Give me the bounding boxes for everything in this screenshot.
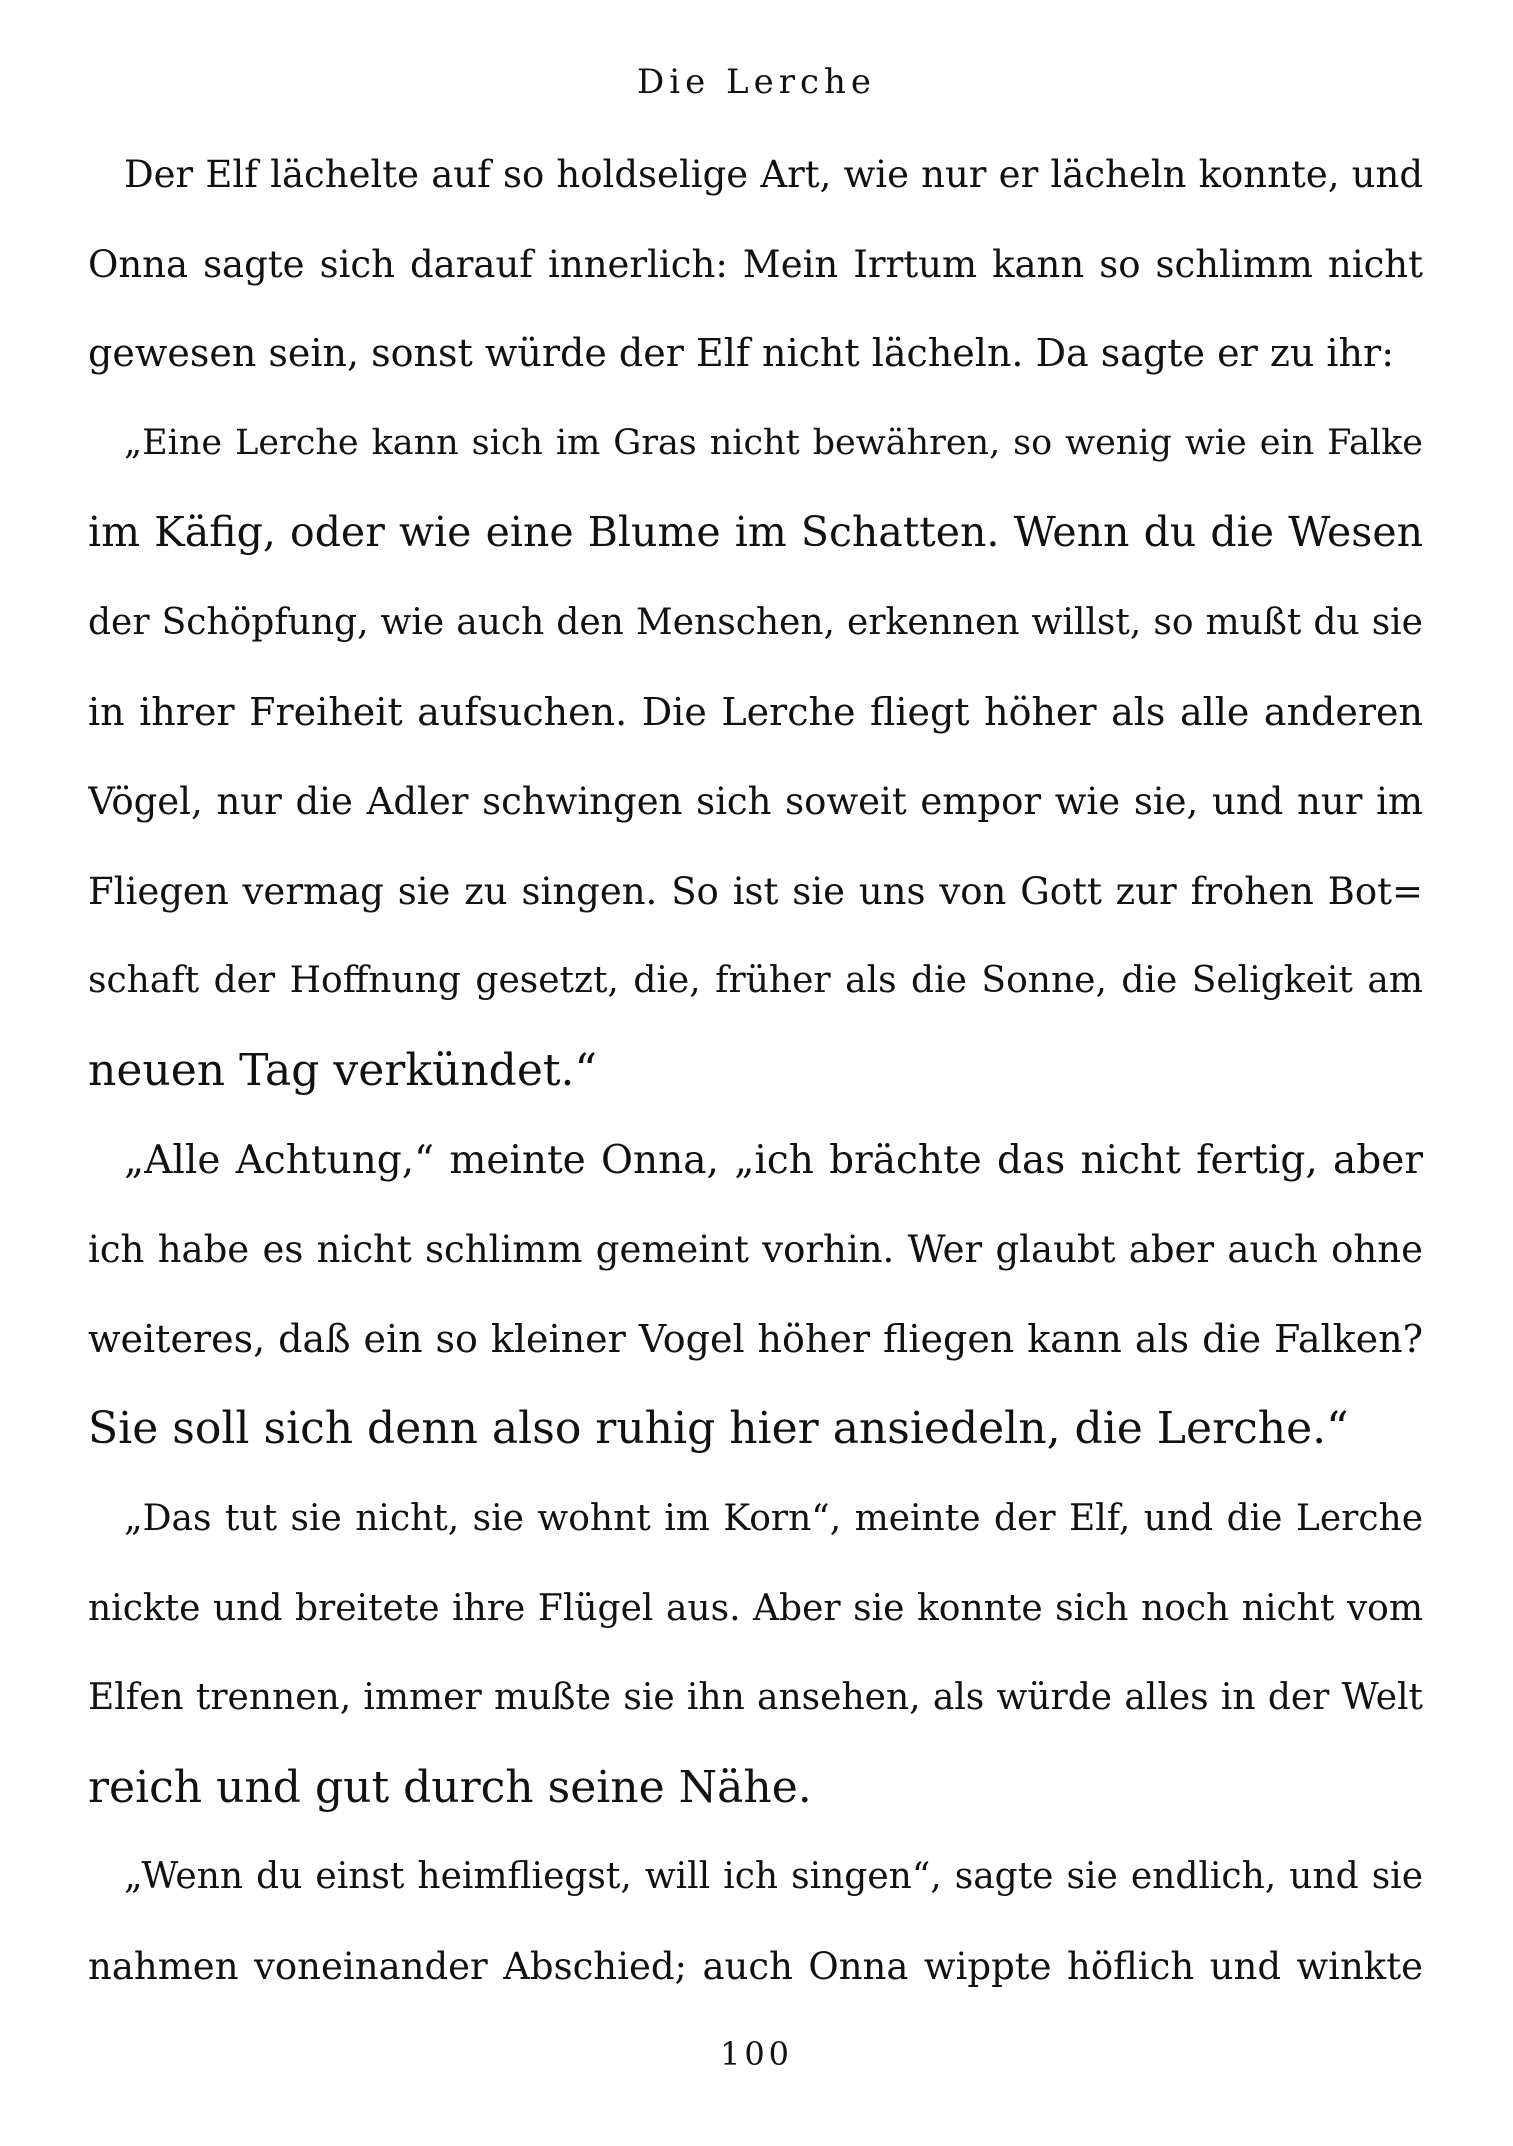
text-line: reich und gut durch seine Nähe. [88,1761,812,1813]
text-line: gewesen sein, sonst würde der Elf nicht lächeln. Da sagte er zu ihr: [88,331,1394,376]
text-line: Onna sagte sich darauf innerlich: Mein Irrtum kann so schlimm nicht [88,242,1423,286]
page-number: 100 [719,2035,794,2073]
running-head: Die Lerche [636,62,877,102]
text-line: „Eine Lerche kann sich im Gras nicht bewähren, so wenig wie ein Falke [124,422,1423,463]
text-line: neuen Tag verkündet.“ [88,1044,598,1096]
text-line: Elfen trennen, immer mußte sie ihn ansehen, als würde alles in der Welt [88,1677,1423,1719]
text-line: „Wenn du einst heimfliegst, will ich singen“, sagte sie endlich, und sie [124,1856,1423,1898]
text-line: „Das tut sie nicht, sie wohnt im Korn“, meinte der Elf, und die Lerche [124,1497,1423,1539]
text-line: Fliegen vermag sie zu singen. So ist sie uns von Gott zur frohen Bot= [88,869,1423,913]
text-line: Der Elf lächelte auf so holdselige Art, wie nur er lächeln konnte, und [124,153,1423,196]
text-line: ich habe es nicht schlimm gemeint vorhin. Wer glaubt aber auch ohne [88,1228,1423,1272]
text-line: im Käfig, oder wie eine Blume im Schatten. Wenn du die Wesen [88,508,1423,557]
text-line: Vögel, nur die Adler schwingen sich soweit empor wie sie, und nur im [88,780,1423,824]
text-line: nickte und breitete ihre Flügel aus. Aber sie konnte sich noch nicht vom [88,1587,1423,1629]
text-line: in ihrer Freiheit aufsuchen. Die Lerche fliegt höher als alle anderen [88,689,1423,734]
text-line: Sie soll sich denn also ruhig hier ansiedeln, die Lerche.“ [88,1403,1349,1455]
text-line: nahmen voneinander Abschied; auch Onna wippte höflich und winkte [88,1944,1423,1988]
text-line: „Alle Achtung,“ meinte Onna, „ich brächte das nicht fertig, aber [124,1137,1423,1183]
text-line: schaft der Hoffnung gesetzt, die, früher als die Sonne, die Seligkeit am [88,960,1423,1002]
text-line: weiteres, daß ein so kleiner Vogel höher fliegen kann als die Falken? [88,1316,1423,1361]
text-line: der Schöpfung, wie auch den Menschen, erkennen willst, so mußt du sie [88,601,1423,643]
body-text [88,130,1423,2011]
